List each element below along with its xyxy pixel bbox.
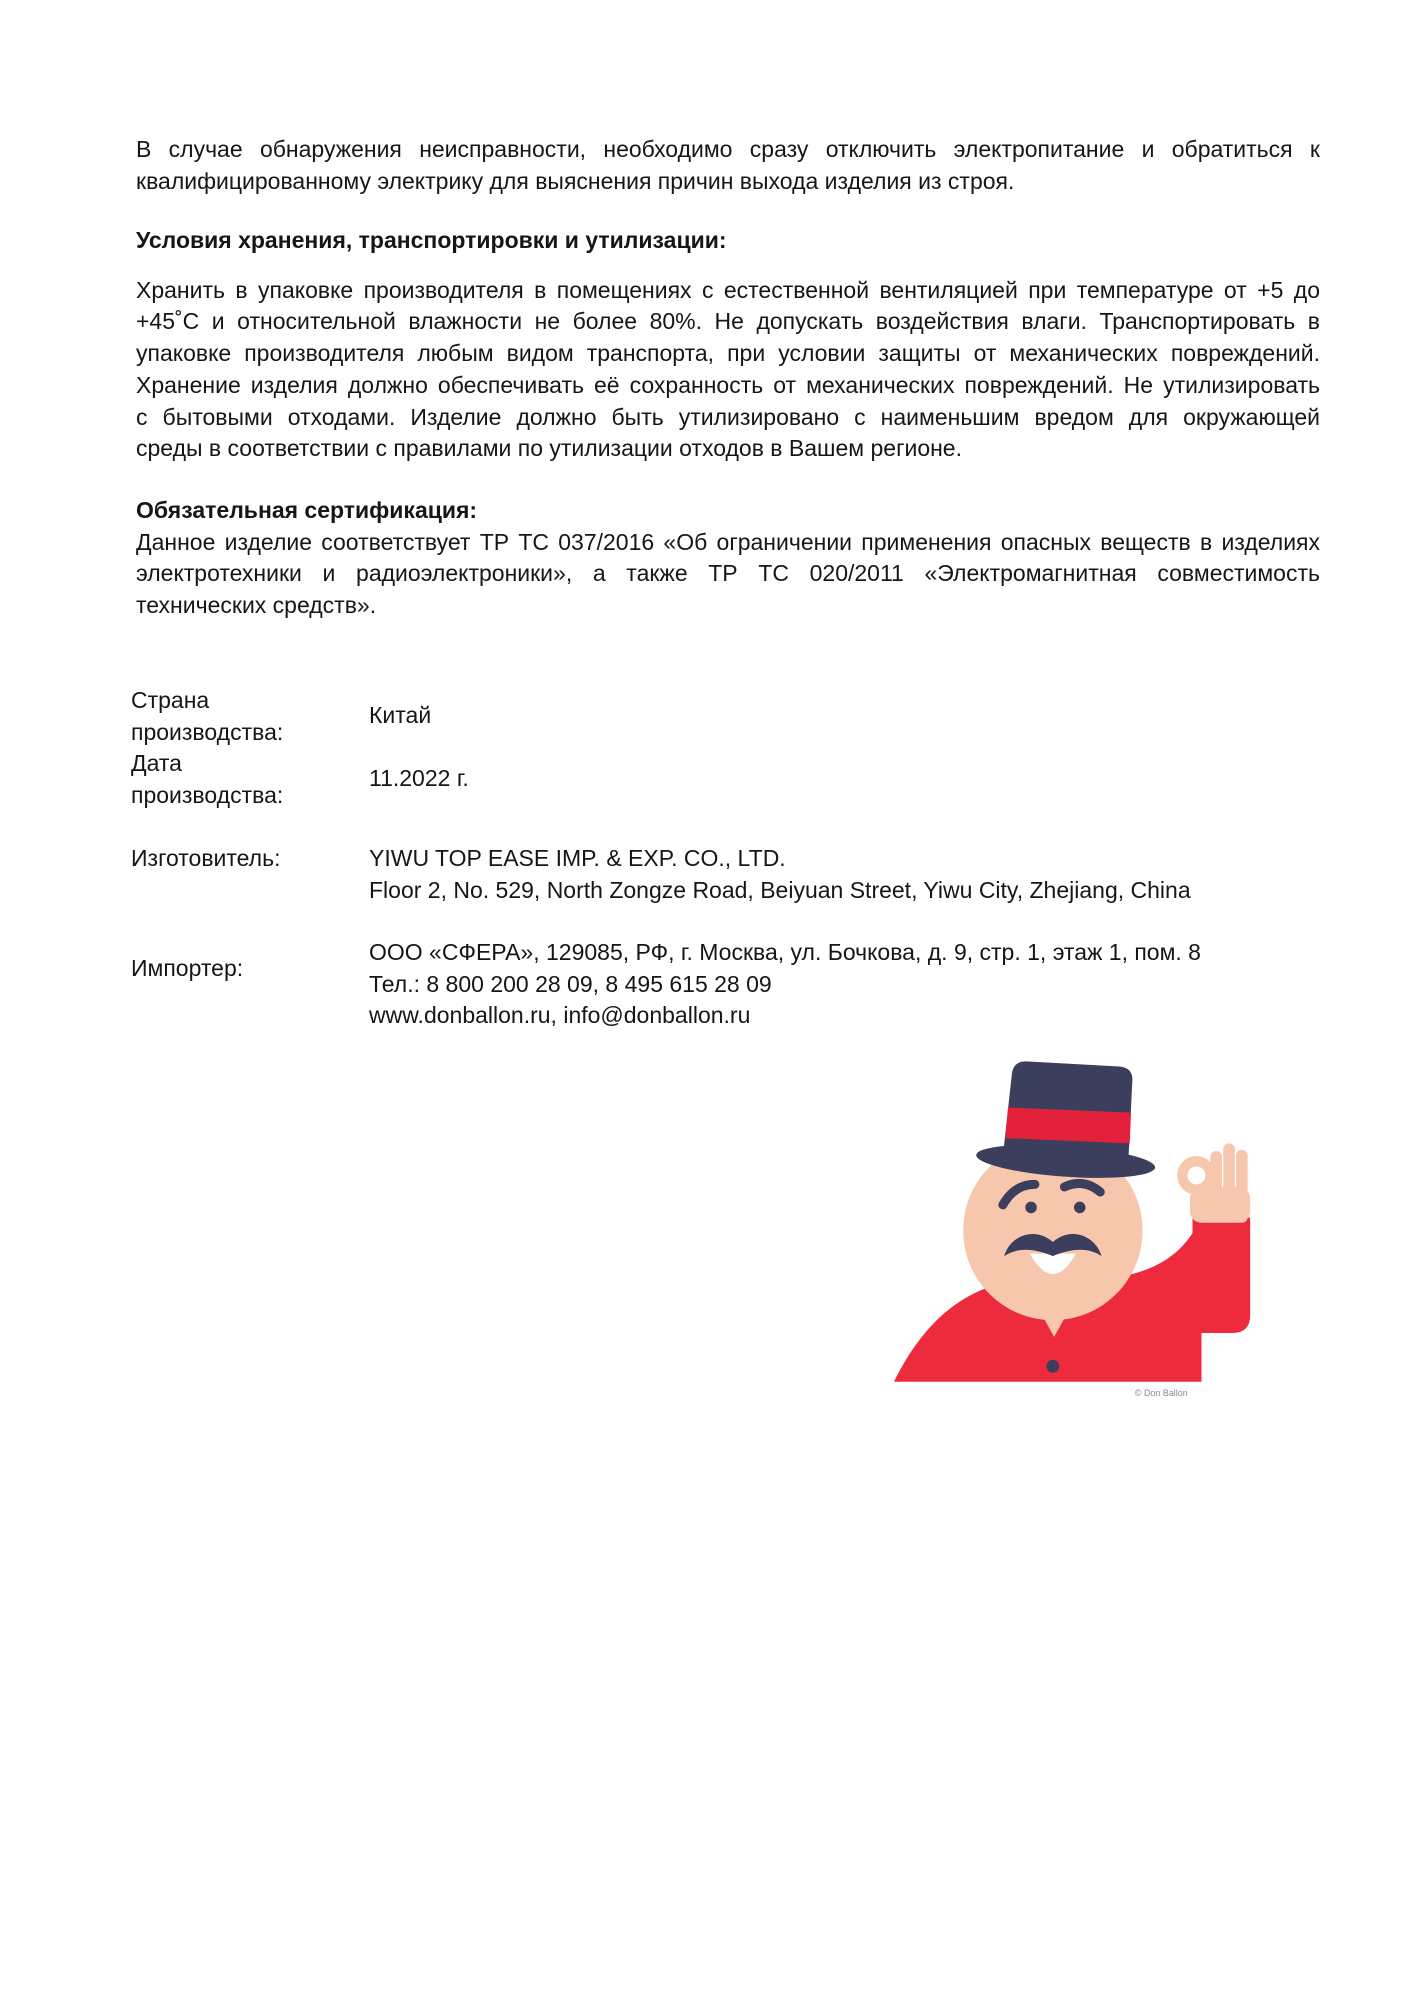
importer-web-email: www.donballon.ru, info@donballon.ru bbox=[369, 1002, 751, 1028]
storage-text-line: Хранение изделия должно обеспечивать её сохранность от механических повреждений. Не утилизировать bbox=[136, 372, 1320, 398]
top-hat bbox=[975, 1061, 1156, 1183]
manufacturer-name: YIWU TOP EASE IMP. & EXP. CO., LTD. bbox=[369, 845, 786, 871]
country-label: производства: bbox=[131, 719, 284, 745]
ok-ring bbox=[1182, 1161, 1210, 1189]
date-label: Дата bbox=[131, 750, 182, 776]
palm bbox=[1190, 1187, 1250, 1223]
right-eye bbox=[1074, 1202, 1086, 1214]
certification-text-line: Данное изделие соответствует ТР ТС 037/2016 «Об ограничении применения опасных веществ в изделиях bbox=[136, 529, 1320, 555]
copyright-caption: © Don Ballon bbox=[1134, 1387, 1188, 1398]
storage-text-line: упаковке производителя любым видом транспорта, при условии защиты от механических повреждений. bbox=[136, 340, 1320, 366]
certification-text-line: электротехники и радиоэлектроники», а также ТР ТС 020/2011 «Электромагнитная совместимость bbox=[136, 560, 1320, 586]
mascot-illustration bbox=[885, 1051, 1263, 1410]
shirt-button bbox=[1046, 1360, 1059, 1373]
storage-heading: Условия хранения, транспортировки и утилизации: bbox=[136, 227, 727, 253]
storage-text-line: +45˚С и относительной влажности не более 80%. Не допускать воздействия влаги. Транспортировать в bbox=[136, 308, 1320, 334]
certification-text-line: технических средств». bbox=[136, 592, 377, 618]
country-label: Страна bbox=[131, 687, 210, 713]
storage-text-line: с бытовыми отходами. Изделие должно быть утилизировано с наименьшим вредом для окружающей bbox=[136, 404, 1320, 430]
left-eye bbox=[1025, 1202, 1037, 1214]
importer-phone: Тел.: 8 800 200 28 09, 8 495 615 28 09 bbox=[369, 971, 772, 997]
warning-text-line: квалифицированному электрику для выяснения причин выхода изделия из строя. bbox=[136, 168, 1015, 194]
country-value: Китай bbox=[369, 702, 432, 728]
manufacturer-address: Floor 2, No. 529, North Zongze Road, Beiyuan Street, Yiwu City, Zhejiang, China bbox=[369, 877, 1191, 903]
mascot-hand bbox=[1182, 1143, 1250, 1222]
certification-heading: Обязательная сертификация: bbox=[136, 497, 478, 523]
hat-band bbox=[1005, 1107, 1131, 1143]
date-value: 11.2022 г. bbox=[369, 765, 469, 791]
storage-text-line: среды в соответствии с правилами по утилизации отходов в Вашем регионе. bbox=[136, 435, 962, 461]
manufacturer-label: Изготовитель: bbox=[131, 845, 281, 871]
importer-label: Импортер: bbox=[131, 955, 244, 981]
storage-text-line: Хранить в упаковке производителя в помещениях с естественной вентиляцией при температуре от +5 до bbox=[136, 277, 1320, 303]
importer-address: ООО «СФЕРА», 129085, РФ, г. Москва, ул. Бочкова, д. 9, стр. 1, этаж 1, пом. 8 bbox=[369, 939, 1201, 965]
date-label: производства: bbox=[131, 782, 284, 808]
warning-text-line: В случае обнаружения неисправности, необходимо сразу отключить электропитание и обратиться к bbox=[136, 136, 1320, 162]
